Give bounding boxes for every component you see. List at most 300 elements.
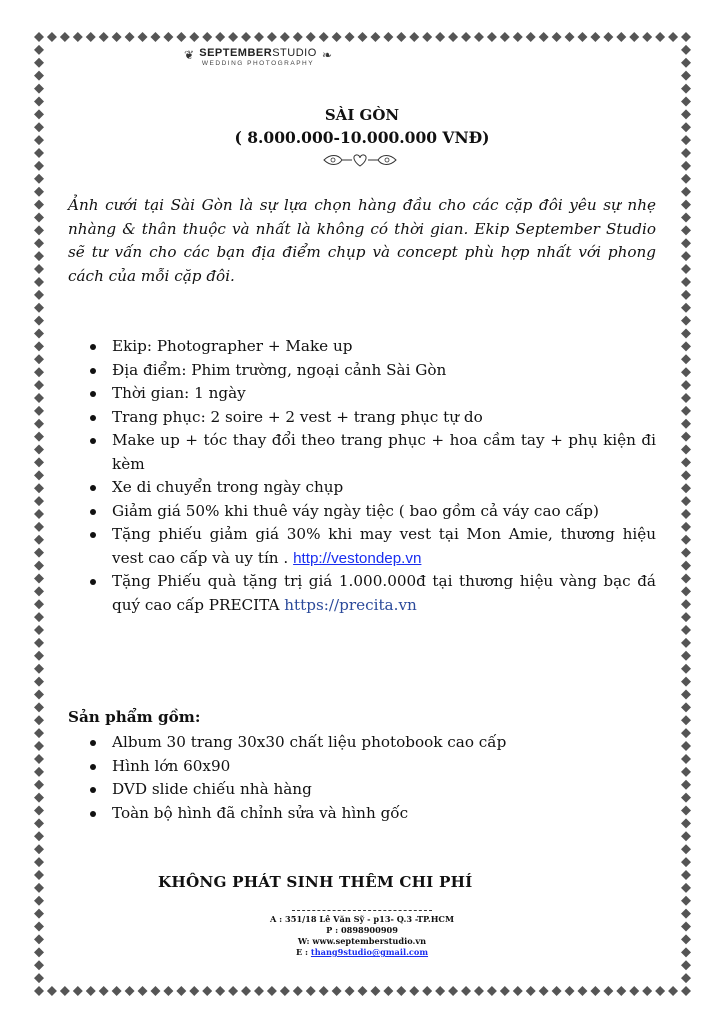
border-diamond bbox=[34, 960, 44, 970]
products-heading: Sản phẩm gồm: bbox=[68, 708, 201, 726]
border-diamond bbox=[34, 780, 44, 790]
border-diamond bbox=[681, 277, 691, 287]
border-diamond bbox=[34, 896, 44, 906]
page-title: SÀI GÒN bbox=[324, 106, 400, 124]
border-diamond bbox=[681, 960, 691, 970]
border-diamond bbox=[241, 32, 251, 42]
border-diamond bbox=[34, 883, 44, 893]
border-diamond bbox=[500, 986, 510, 996]
border-diamond bbox=[306, 986, 316, 996]
border-diamond bbox=[34, 71, 44, 81]
product-text: Album 30 trang 30x30 chất liệu photobook cao cấp bbox=[112, 733, 507, 751]
feature-item bbox=[90, 476, 656, 500]
border-diamond bbox=[150, 986, 160, 996]
border-diamond bbox=[616, 32, 626, 42]
border-diamond bbox=[616, 986, 626, 996]
border-diamond bbox=[267, 32, 277, 42]
border-diamond bbox=[34, 522, 44, 532]
logo-name-bold: SEPTEMBER bbox=[199, 47, 273, 59]
border-diamond bbox=[474, 32, 484, 42]
product-text: Toàn bộ hình đã chỉnh sửa và hình gốc bbox=[112, 803, 409, 822]
product-item bbox=[90, 731, 656, 755]
ornament-divider-icon bbox=[320, 150, 400, 170]
border-diamond bbox=[34, 303, 44, 313]
border-diamond bbox=[681, 406, 691, 416]
border-diamond bbox=[681, 947, 691, 957]
border-diamond bbox=[681, 367, 691, 377]
border-diamond bbox=[681, 290, 691, 300]
border-diamond bbox=[539, 32, 549, 42]
border-diamond bbox=[681, 677, 691, 687]
border-diamond bbox=[176, 986, 186, 996]
border-diamond bbox=[681, 341, 691, 351]
border-diamond bbox=[34, 599, 44, 609]
border-diamond bbox=[565, 986, 575, 996]
border-diamond bbox=[34, 857, 44, 867]
border-diamond bbox=[319, 32, 329, 42]
border-diamond bbox=[112, 986, 122, 996]
feature-text: Thời gian: 1 ngày bbox=[112, 384, 246, 402]
border-diamond bbox=[34, 909, 44, 919]
border-diamond bbox=[34, 754, 44, 764]
border-diamond bbox=[681, 702, 691, 712]
border-diamond bbox=[681, 96, 691, 106]
border-diamond bbox=[34, 161, 44, 171]
border-diamond bbox=[668, 32, 678, 42]
border-diamond bbox=[34, 844, 44, 854]
border-diamond bbox=[34, 225, 44, 235]
border-diamond bbox=[681, 329, 691, 339]
feature-item-vest-offer bbox=[90, 523, 656, 570]
border-diamond bbox=[34, 818, 44, 828]
border-diamond bbox=[590, 986, 600, 996]
border-diamond bbox=[34, 341, 44, 351]
border-diamond bbox=[681, 780, 691, 790]
border-diamond bbox=[34, 548, 44, 558]
border-diamond bbox=[474, 986, 484, 996]
border-diamond bbox=[422, 32, 432, 42]
border-diamond bbox=[34, 238, 44, 248]
border-diamond bbox=[681, 522, 691, 532]
border-diamond bbox=[34, 561, 44, 571]
border-diamond bbox=[34, 264, 44, 274]
border-diamond bbox=[34, 934, 44, 944]
border-diamond bbox=[228, 32, 238, 42]
border-diamond bbox=[60, 986, 70, 996]
border-diamond bbox=[215, 32, 225, 42]
border-diamond bbox=[34, 277, 44, 287]
feature-text: Make up + tóc thay đổi theo trang phục + hoa cầm tay + phụ kiện đi kèm bbox=[112, 431, 656, 473]
border-diamond bbox=[34, 251, 44, 261]
border-diamond bbox=[34, 432, 44, 442]
border-diamond bbox=[668, 986, 678, 996]
border-diamond bbox=[34, 45, 44, 55]
feature-item bbox=[90, 406, 656, 430]
border-diamond bbox=[34, 419, 44, 429]
border-diamond bbox=[681, 818, 691, 828]
border-diamond bbox=[215, 986, 225, 996]
border-diamond bbox=[370, 32, 380, 42]
bullet-icon bbox=[90, 579, 96, 585]
border-diamond bbox=[629, 32, 639, 42]
border-diamond bbox=[681, 509, 691, 519]
border-diamond bbox=[681, 393, 691, 403]
border-diamond bbox=[681, 909, 691, 919]
border-diamond bbox=[34, 973, 44, 983]
contact-footer bbox=[224, 910, 500, 958]
border-diamond bbox=[526, 986, 536, 996]
border-diamond bbox=[681, 973, 691, 983]
border-diamond bbox=[34, 870, 44, 880]
border-diamond bbox=[681, 664, 691, 674]
border-diamond bbox=[461, 32, 471, 42]
border-diamond bbox=[34, 831, 44, 841]
product-item bbox=[90, 802, 656, 826]
border-diamond bbox=[435, 986, 445, 996]
border-diamond bbox=[681, 741, 691, 751]
feature-text: Ekip: Photographer + Make up bbox=[112, 337, 353, 355]
border-diamond bbox=[681, 161, 691, 171]
vestondep-link[interactable]: http://vestondep.vn bbox=[293, 549, 422, 567]
border-diamond bbox=[306, 32, 316, 42]
border-diamond bbox=[681, 354, 691, 364]
border-diamond bbox=[73, 32, 83, 42]
border-diamond bbox=[34, 715, 44, 725]
border-diamond bbox=[681, 187, 691, 197]
products-list bbox=[90, 731, 656, 825]
border-diamond bbox=[681, 535, 691, 545]
right-flourish-icon: ❧ bbox=[321, 48, 332, 62]
border-diamond bbox=[99, 32, 109, 42]
border-diamond bbox=[358, 32, 368, 42]
border-diamond bbox=[448, 986, 458, 996]
border-diamond bbox=[34, 586, 44, 596]
border-diamond bbox=[34, 702, 44, 712]
price-range: ( 8.000.000-10.000.000 VNĐ) bbox=[234, 128, 490, 147]
bullet-icon bbox=[90, 787, 96, 793]
border-diamond bbox=[176, 32, 186, 42]
feature-item bbox=[90, 500, 656, 524]
border-diamond bbox=[34, 406, 44, 416]
border-diamond bbox=[513, 986, 523, 996]
border-diamond bbox=[254, 32, 264, 42]
border-diamond bbox=[34, 535, 44, 545]
border-diamond bbox=[34, 793, 44, 803]
border-diamond bbox=[34, 767, 44, 777]
border-diamond bbox=[125, 32, 135, 42]
footer-phone: P : 0898900909 bbox=[326, 925, 398, 935]
border-diamond bbox=[34, 986, 44, 996]
bullet-icon bbox=[90, 532, 96, 538]
border-diamond bbox=[681, 174, 691, 184]
border-diamond bbox=[681, 934, 691, 944]
feature-item bbox=[90, 429, 656, 476]
bullet-icon bbox=[90, 344, 96, 350]
border-diamond bbox=[409, 986, 419, 996]
border-diamond bbox=[565, 32, 575, 42]
border-diamond bbox=[112, 32, 122, 42]
border-diamond bbox=[86, 32, 96, 42]
border-diamond bbox=[34, 393, 44, 403]
border-diamond bbox=[526, 32, 536, 42]
border-diamond bbox=[202, 32, 212, 42]
border-diamond bbox=[34, 483, 44, 493]
bullet-icon bbox=[90, 764, 96, 770]
border-diamond bbox=[34, 612, 44, 622]
border-diamond bbox=[86, 986, 96, 996]
border-diamond bbox=[345, 986, 355, 996]
border-diamond bbox=[681, 651, 691, 661]
border-diamond bbox=[34, 212, 44, 222]
border-diamond bbox=[681, 496, 691, 506]
package-features-list bbox=[90, 335, 656, 617]
border-diamond bbox=[34, 664, 44, 674]
border-diamond bbox=[150, 32, 160, 42]
border-diamond bbox=[681, 457, 691, 467]
border-diamond bbox=[681, 225, 691, 235]
border-diamond bbox=[345, 32, 355, 42]
precita-link[interactable]: https://precita.vn bbox=[284, 595, 417, 614]
border-diamond bbox=[34, 200, 44, 210]
border-diamond bbox=[189, 32, 199, 42]
border-diamond bbox=[681, 445, 691, 455]
border-diamond bbox=[189, 986, 199, 996]
border-diamond bbox=[125, 986, 135, 996]
border-diamond bbox=[552, 32, 562, 42]
border-diamond bbox=[422, 986, 432, 996]
border-diamond bbox=[681, 71, 691, 81]
border-diamond bbox=[681, 561, 691, 571]
feature-text: Xe di chuyển trong ngày chụp bbox=[112, 478, 344, 496]
border-diamond bbox=[34, 174, 44, 184]
border-diamond bbox=[34, 689, 44, 699]
border-diamond bbox=[681, 857, 691, 867]
border-diamond bbox=[228, 986, 238, 996]
product-item bbox=[90, 778, 656, 802]
bullet-icon bbox=[90, 368, 96, 374]
border-diamond bbox=[681, 689, 691, 699]
vest-offer-text: Tặng phiếu giảm giá 30% khi may vest tại Mon Amie, thương hiệu vest cao cấp và uy tín . bbox=[112, 525, 656, 567]
border-diamond bbox=[681, 148, 691, 158]
border-diamond bbox=[34, 457, 44, 467]
border-diamond bbox=[681, 380, 691, 390]
border-diamond bbox=[681, 831, 691, 841]
border-diamond bbox=[34, 947, 44, 957]
feature-item bbox=[90, 382, 656, 406]
border-diamond bbox=[681, 986, 691, 996]
border-diamond bbox=[34, 677, 44, 687]
border-diamond bbox=[34, 509, 44, 519]
border-diamond bbox=[577, 986, 587, 996]
border-diamond bbox=[34, 316, 44, 326]
border-diamond bbox=[681, 922, 691, 932]
border-diamond bbox=[34, 148, 44, 158]
border-diamond bbox=[681, 767, 691, 777]
feature-text: Địa điểm: Phim trường, ngoại cảnh Sài Gòn bbox=[112, 360, 447, 379]
border-diamond bbox=[539, 986, 549, 996]
border-diamond bbox=[642, 32, 652, 42]
border-diamond bbox=[681, 251, 691, 261]
border-diamond bbox=[681, 883, 691, 893]
footer-email-link[interactable]: thang9studio@gmail.com bbox=[310, 947, 429, 957]
border-diamond bbox=[681, 419, 691, 429]
border-diamond bbox=[681, 32, 691, 42]
border-diamond bbox=[681, 264, 691, 274]
border-diamond bbox=[629, 986, 639, 996]
border-diamond bbox=[254, 986, 264, 996]
border-diamond bbox=[681, 432, 691, 442]
bullet-icon bbox=[90, 415, 96, 421]
border-diamond bbox=[60, 32, 70, 42]
bullet-icon bbox=[90, 740, 96, 746]
product-item bbox=[90, 755, 656, 779]
border-diamond bbox=[163, 32, 173, 42]
border-diamond bbox=[34, 96, 44, 106]
border-diamond bbox=[681, 238, 691, 248]
border-diamond bbox=[280, 32, 290, 42]
border-diamond bbox=[34, 496, 44, 506]
border-diamond bbox=[603, 986, 613, 996]
border-diamond bbox=[681, 45, 691, 55]
border-diamond bbox=[448, 32, 458, 42]
border-diamond bbox=[383, 986, 393, 996]
border-diamond bbox=[681, 483, 691, 493]
border-diamond bbox=[603, 32, 613, 42]
border-diamond bbox=[396, 986, 406, 996]
border-diamond bbox=[34, 329, 44, 339]
border-diamond bbox=[241, 986, 251, 996]
border-diamond bbox=[34, 728, 44, 738]
bullet-icon bbox=[90, 509, 96, 515]
border-diamond bbox=[681, 793, 691, 803]
border-diamond bbox=[34, 84, 44, 94]
border-diamond bbox=[138, 32, 148, 42]
border-diamond bbox=[642, 986, 652, 996]
border-diamond bbox=[681, 303, 691, 313]
border-diamond bbox=[202, 986, 212, 996]
border-diamond bbox=[500, 32, 510, 42]
border-diamond bbox=[487, 32, 497, 42]
border-diamond bbox=[409, 32, 419, 42]
border-diamond bbox=[681, 316, 691, 326]
bullet-icon bbox=[90, 438, 96, 444]
precita-offer-text: Tặng Phiếu quà tặng trị giá 1.000.000đ tại thương hiệu vàng bạc đá quý cao cấp PRECITA bbox=[112, 572, 656, 614]
no-extra-cost-notice: KHÔNG PHÁT SINH THÊM CHI PHÍ bbox=[158, 873, 473, 891]
border-diamond bbox=[681, 58, 691, 68]
border-diamond bbox=[681, 806, 691, 816]
border-diamond bbox=[138, 986, 148, 996]
footer-website: W: www.septemberstudio.vn bbox=[297, 936, 427, 946]
border-diamond bbox=[681, 599, 691, 609]
border-diamond bbox=[681, 586, 691, 596]
border-diamond bbox=[681, 728, 691, 738]
border-diamond bbox=[487, 986, 497, 996]
border-diamond bbox=[681, 470, 691, 480]
border-diamond bbox=[681, 715, 691, 725]
border-diamond bbox=[513, 32, 523, 42]
border-diamond bbox=[267, 986, 277, 996]
border-diamond bbox=[34, 470, 44, 480]
border-diamond bbox=[681, 870, 691, 880]
border-diamond bbox=[34, 380, 44, 390]
footer-email-label: E : bbox=[295, 947, 311, 957]
border-diamond bbox=[34, 741, 44, 751]
intro-paragraph: Ảnh cưới tại Sài Gòn là sự lựa chọn hàng đầu cho các cặp đôi yêu sự nhẹ nhàng & thân thuộc và nhất là không có thời gian. Ekip September Studio sẽ tư vấn cho các bạn địa điểm chụp và concept phù hợp nhất với phong cách của mỗi cặp đôi. bbox=[68, 196, 656, 285]
border-diamond bbox=[552, 986, 562, 996]
border-diamond bbox=[34, 651, 44, 661]
border-diamond bbox=[681, 573, 691, 583]
border-diamond bbox=[681, 638, 691, 648]
feature-item bbox=[90, 359, 656, 383]
bullet-icon bbox=[90, 485, 96, 491]
border-diamond bbox=[681, 754, 691, 764]
border-diamond bbox=[280, 986, 290, 996]
border-diamond bbox=[681, 84, 691, 94]
border-diamond bbox=[34, 573, 44, 583]
border-diamond bbox=[681, 896, 691, 906]
border-diamond bbox=[293, 986, 303, 996]
logo-wordmark bbox=[188, 46, 328, 60]
border-diamond bbox=[681, 612, 691, 622]
border-diamond bbox=[34, 806, 44, 816]
bullet-icon bbox=[90, 391, 96, 397]
studio-logo bbox=[184, 46, 332, 76]
footer-divider bbox=[292, 910, 432, 911]
border-diamond bbox=[34, 367, 44, 377]
border-diamond bbox=[396, 32, 406, 42]
border-diamond bbox=[163, 986, 173, 996]
border-diamond bbox=[590, 32, 600, 42]
border-diamond bbox=[370, 986, 380, 996]
logo-tagline: WEDDING PHOTOGRAPHY bbox=[201, 60, 315, 67]
border-diamond bbox=[681, 625, 691, 635]
border-diamond bbox=[435, 32, 445, 42]
border-diamond bbox=[34, 625, 44, 635]
logo-name-light: STUDIO bbox=[272, 47, 317, 59]
border-diamond bbox=[681, 548, 691, 558]
border-diamond bbox=[34, 290, 44, 300]
border-diamond bbox=[34, 58, 44, 68]
border-diamond bbox=[293, 32, 303, 42]
feature-item-precita-offer bbox=[90, 570, 656, 617]
left-flourish-icon: ❦ bbox=[184, 48, 195, 62]
feature-text: Trang phục: 2 soire + 2 vest + trang phục tự do bbox=[112, 407, 483, 426]
border-diamond bbox=[332, 986, 342, 996]
border-diamond bbox=[461, 986, 471, 996]
border-diamond bbox=[73, 986, 83, 996]
border-diamond bbox=[34, 187, 44, 197]
border-diamond bbox=[681, 200, 691, 210]
product-text: Hình lớn 60x90 bbox=[112, 756, 231, 775]
footer-address: A : 351/18 Lê Văn Sỹ - p13- Q.3 -TP.HCM bbox=[269, 914, 455, 924]
border-diamond bbox=[34, 32, 44, 42]
bullet-icon bbox=[90, 811, 96, 817]
border-diamond bbox=[383, 32, 393, 42]
border-diamond bbox=[681, 212, 691, 222]
feature-item bbox=[90, 335, 656, 359]
border-diamond bbox=[34, 922, 44, 932]
border-diamond bbox=[577, 32, 587, 42]
border-diamond bbox=[332, 32, 342, 42]
product-text: DVD slide chiếu nhà hàng bbox=[112, 780, 312, 798]
border-diamond bbox=[655, 986, 665, 996]
border-diamond bbox=[47, 32, 57, 42]
border-diamond bbox=[358, 986, 368, 996]
footer-email-row bbox=[224, 947, 500, 958]
border-diamond bbox=[47, 986, 57, 996]
border-diamond bbox=[34, 354, 44, 364]
border-diamond bbox=[655, 32, 665, 42]
